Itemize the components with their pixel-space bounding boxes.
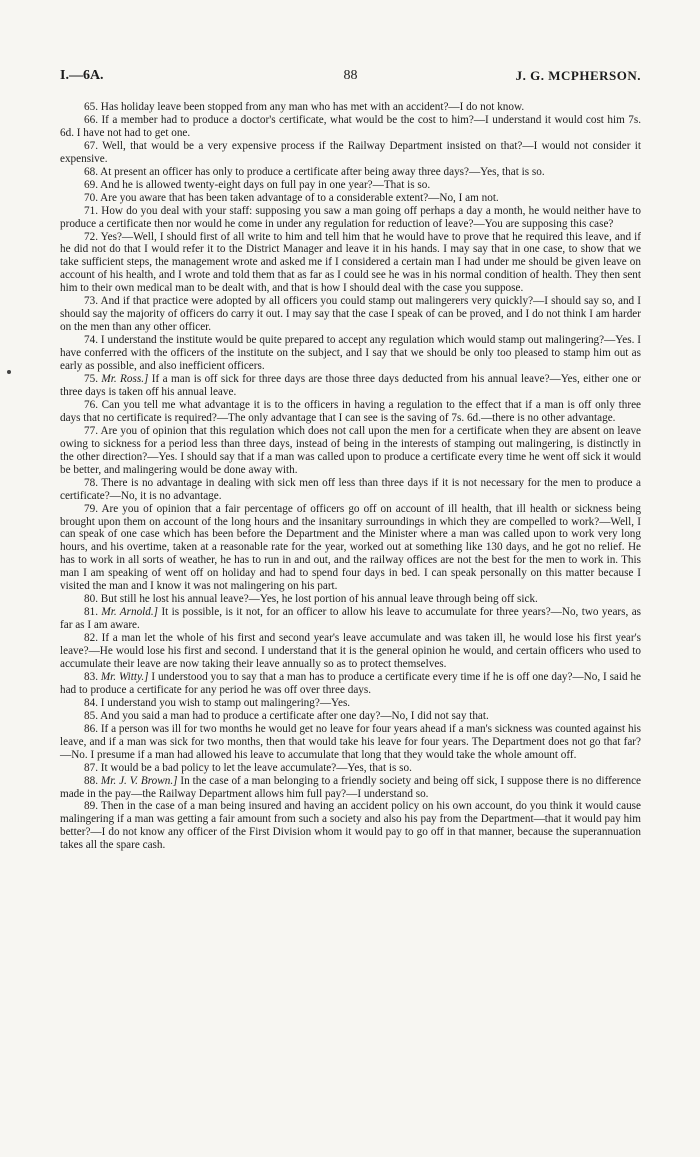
question-text: Are you of opinion that a fair percentage of officers go off on account of ill health, that ill health or sickness being brought upon them on account of the long hours and the insanitary surroundings in which they are compelled to work?—Well, I can speak of one case which has been before the Department and the Minister where a man was called upon to work very long hours, and his overtime, taken at a reasonable rate for the year, worked out at something like 130 days, and he got no relief. He has to work in all sorts of weather, he has to run in and out, and the railway offices are not the best for the men to work in. This man I am speaking of went off on holiday and had to spend four days in bed. I can speak personally on this matter because I visited the man and I know it was not malingering on his part.	[60, 502, 641, 593]
question-paragraph	[60, 593, 641, 606]
question-text: And you said a man had to produce a certificate after one day?—No, I did not say that.	[100, 709, 489, 722]
question-number: 74.	[84, 334, 98, 347]
question-number: 68.	[84, 165, 98, 178]
question-text: And he is allowed twenty-eight days on full pay in one year?—That is so.	[100, 178, 431, 191]
question-text: Has holiday leave been stopped from any man who has met with an accident?—I do not know.	[100, 101, 525, 113]
document-reference: I.—6A.	[60, 68, 104, 83]
question-paragraph	[60, 503, 641, 594]
question-number: 66.	[84, 113, 98, 126]
question-text: If a man is off sick for three days are those three days deducted from his annual leave?—Yes, either one or three days is taken off his annual leave.	[60, 373, 641, 398]
question-number: 83.	[84, 670, 98, 683]
question-paragraph	[60, 101, 641, 114]
question-text: Well, that would be a very expensive process if the Railway Department insisted on that?—I would not consider it expensive.	[60, 139, 641, 165]
question-text: How do you deal with your staff: supposing you saw a man going off perhaps a day a month, he would neither have to produce a certificate then nor would he come in under any regulation for reduction of leave?—You are supposing this case?	[60, 204, 642, 230]
question-number: 69.	[84, 178, 98, 191]
question-paragraph	[60, 671, 641, 697]
question-paragraph	[60, 334, 641, 373]
question-text: It would be a bad policy to let the leave accumulate?—Yes, that is so.	[100, 761, 412, 774]
question-paragraph	[60, 399, 641, 425]
speaker-name: Mr. Ross.]	[101, 373, 149, 386]
question-number: 67.	[84, 139, 98, 152]
question-number: 78.	[84, 476, 98, 489]
question-text: I understood you to say that a man has to produce a certificate every time if he is off one day?—No, I said he had to produce a certificate for any period he was off over three days.	[60, 670, 642, 696]
question-paragraph	[60, 723, 641, 762]
question-paragraph	[60, 425, 641, 477]
question-text: Are you aware that has been taken advantage of to a considerable extent?—No, I am not.	[100, 191, 499, 204]
question-number: 76.	[84, 398, 98, 411]
question-paragraph	[60, 166, 641, 179]
document-page	[60, 68, 641, 852]
question-number: 87.	[84, 761, 98, 774]
witness-name: J. G. MCPHERSON.	[515, 68, 641, 83]
question-number: 86.	[84, 722, 98, 735]
question-text: I understand the institute would be quite prepared to accept any regulation which would stamp out malingering?—Yes. I have conferred with the officers of the institute on the subject, and I say that we should be only too pleased to stamp him out as early as possible, and also inefficient officers.	[60, 334, 642, 373]
speaker-name: Mr. Witty.]	[100, 670, 149, 683]
question-text: At present an officer has only to produce a certificate after being away three days?—Yes, that is so.	[100, 165, 545, 178]
question-paragraph	[60, 775, 641, 801]
question-paragraph	[60, 114, 641, 140]
question-paragraph	[60, 632, 641, 671]
question-paragraph	[60, 140, 641, 166]
question-text: Can you tell me what advantage it is to the officers in having a regulation to the effect that if a man is off only three days that no certificate is required?—The only advantage that I can see is the saving of 7s. 6d.—there is no other advantage.	[60, 398, 641, 424]
question-text: Are you of opinion that this regulation which does not call upon the men for a certificate when they are absent on leave owing to sickness for a period less than three days, instead of being in the interests of stamping out malingering, is distinctly in the other direction?—Yes. I should say that if a man was called upon to produce a certificate every time he went off sick it would be better, and malingering would be done away with.	[60, 424, 642, 476]
speaker-name: Mr. Arnold.]	[101, 606, 159, 619]
question-paragraph	[60, 192, 641, 205]
question-number: 82.	[84, 632, 98, 645]
question-number: 75.	[84, 373, 98, 386]
question-number: 81.	[84, 606, 98, 619]
question-paragraph	[60, 762, 641, 775]
question-paragraph	[60, 373, 641, 399]
question-text: It is possible, is it not, for an officer to allow his leave to accumulate for three years?—No, two years, as far as I am aware.	[60, 606, 642, 632]
page-header	[60, 68, 641, 92]
document-body	[60, 101, 641, 852]
question-paragraph	[60, 477, 641, 503]
question-text: If a member had to produce a doctor's certificate, what would be the cost to him?—I understand it would cost him 7s. 6d. I have not had to get one.	[60, 113, 641, 139]
question-number: 85.	[84, 709, 98, 722]
question-text: There is no advantage in dealing with sick men off less than three days if it is not necessary for the men to produce a certificate?—No, it is no advantage.	[60, 476, 641, 502]
question-number: 80.	[84, 593, 98, 606]
question-number: 84.	[84, 696, 98, 709]
question-text: Then in the case of a man being insured and having an accident policy on his own account, do you think it would cause malingering if a man was getting a fair amount from such a society and also his pay from the Department—that it would pay him better?—I do not know any officer of the First Division whom it would pay to go off in that manner, because the superannuation takes all the spare cash.	[60, 800, 641, 852]
question-number: 72.	[84, 230, 98, 243]
question-number: 77.	[84, 424, 98, 437]
question-number: 89.	[84, 800, 98, 813]
question-number: 71.	[84, 204, 98, 217]
question-text: If a man let the whole of his first and second year's leave accumulate and was taken ill, he would lose his first year's leave?—He would lose his first and second. I understand that it is the general opinion he would, and certain officers who used to accumulate their leave are now taking their leave annually so as to protect themselves.	[60, 632, 641, 670]
question-text: I understand you wish to stamp out malingering?—Yes.	[100, 696, 351, 709]
question-number: 73.	[84, 295, 98, 308]
question-paragraph	[60, 697, 641, 710]
question-number: 70.	[84, 191, 98, 204]
question-text: And if that practice were adopted by all officers you could stamp out malingerers very quickly?—I should say so, and I should say the majority of officers do carry it out. I may say that the case I speak of can be proved, and I do not think I am harder on the men than any other officer.	[60, 295, 641, 334]
question-paragraph	[60, 179, 641, 192]
speaker-name: Mr. J. V. Brown.]	[100, 774, 178, 787]
margin-dot	[7, 370, 11, 374]
question-number: 88.	[84, 774, 98, 787]
question-paragraph	[60, 205, 641, 231]
question-text: Yes?—Well, I should first of all write to him and tell him that he would have to prove that he required this leave, and if he did not do that I would refer it to the District Manager and leave it in his hands. I may say that in one case, to show that we take sufficient steps, the management wrote and asked me if I considered a certain man I had under me should be given leave on account of his health, and I wrote and told them that as far as I could see he was in his normal condition of health. They then sent him to their own medical man to be dealt with, and that is how I should deal with the case you suppose.	[60, 230, 641, 295]
question-paragraph	[60, 710, 641, 723]
question-paragraph	[60, 231, 641, 296]
page-number: 88	[343, 68, 358, 83]
question-paragraph	[60, 295, 641, 334]
question-number: 79.	[84, 502, 98, 515]
question-paragraph	[60, 606, 641, 632]
question-text: If a person was ill for two months he would get no leave for four years ahead if a man's sickness was counted against his leave, and if a man was sick for two months, then that would take his leave for four years. The Department does not go that far?—No. I presume if a man had allowed his leave to accumulate that long that they would take the whole amount off.	[60, 722, 641, 761]
question-paragraph	[60, 800, 641, 852]
question-number: 65.	[84, 101, 98, 113]
question-text: But still he lost his annual leave?—Yes, he lost portion of his annual leave through being off sick.	[100, 593, 538, 606]
question-text: In the case of a man belonging to a friendly society and being off sick, I suppose there is no difference made in the pay—the Railway Department allows him full pay?—I understand so.	[60, 774, 642, 800]
